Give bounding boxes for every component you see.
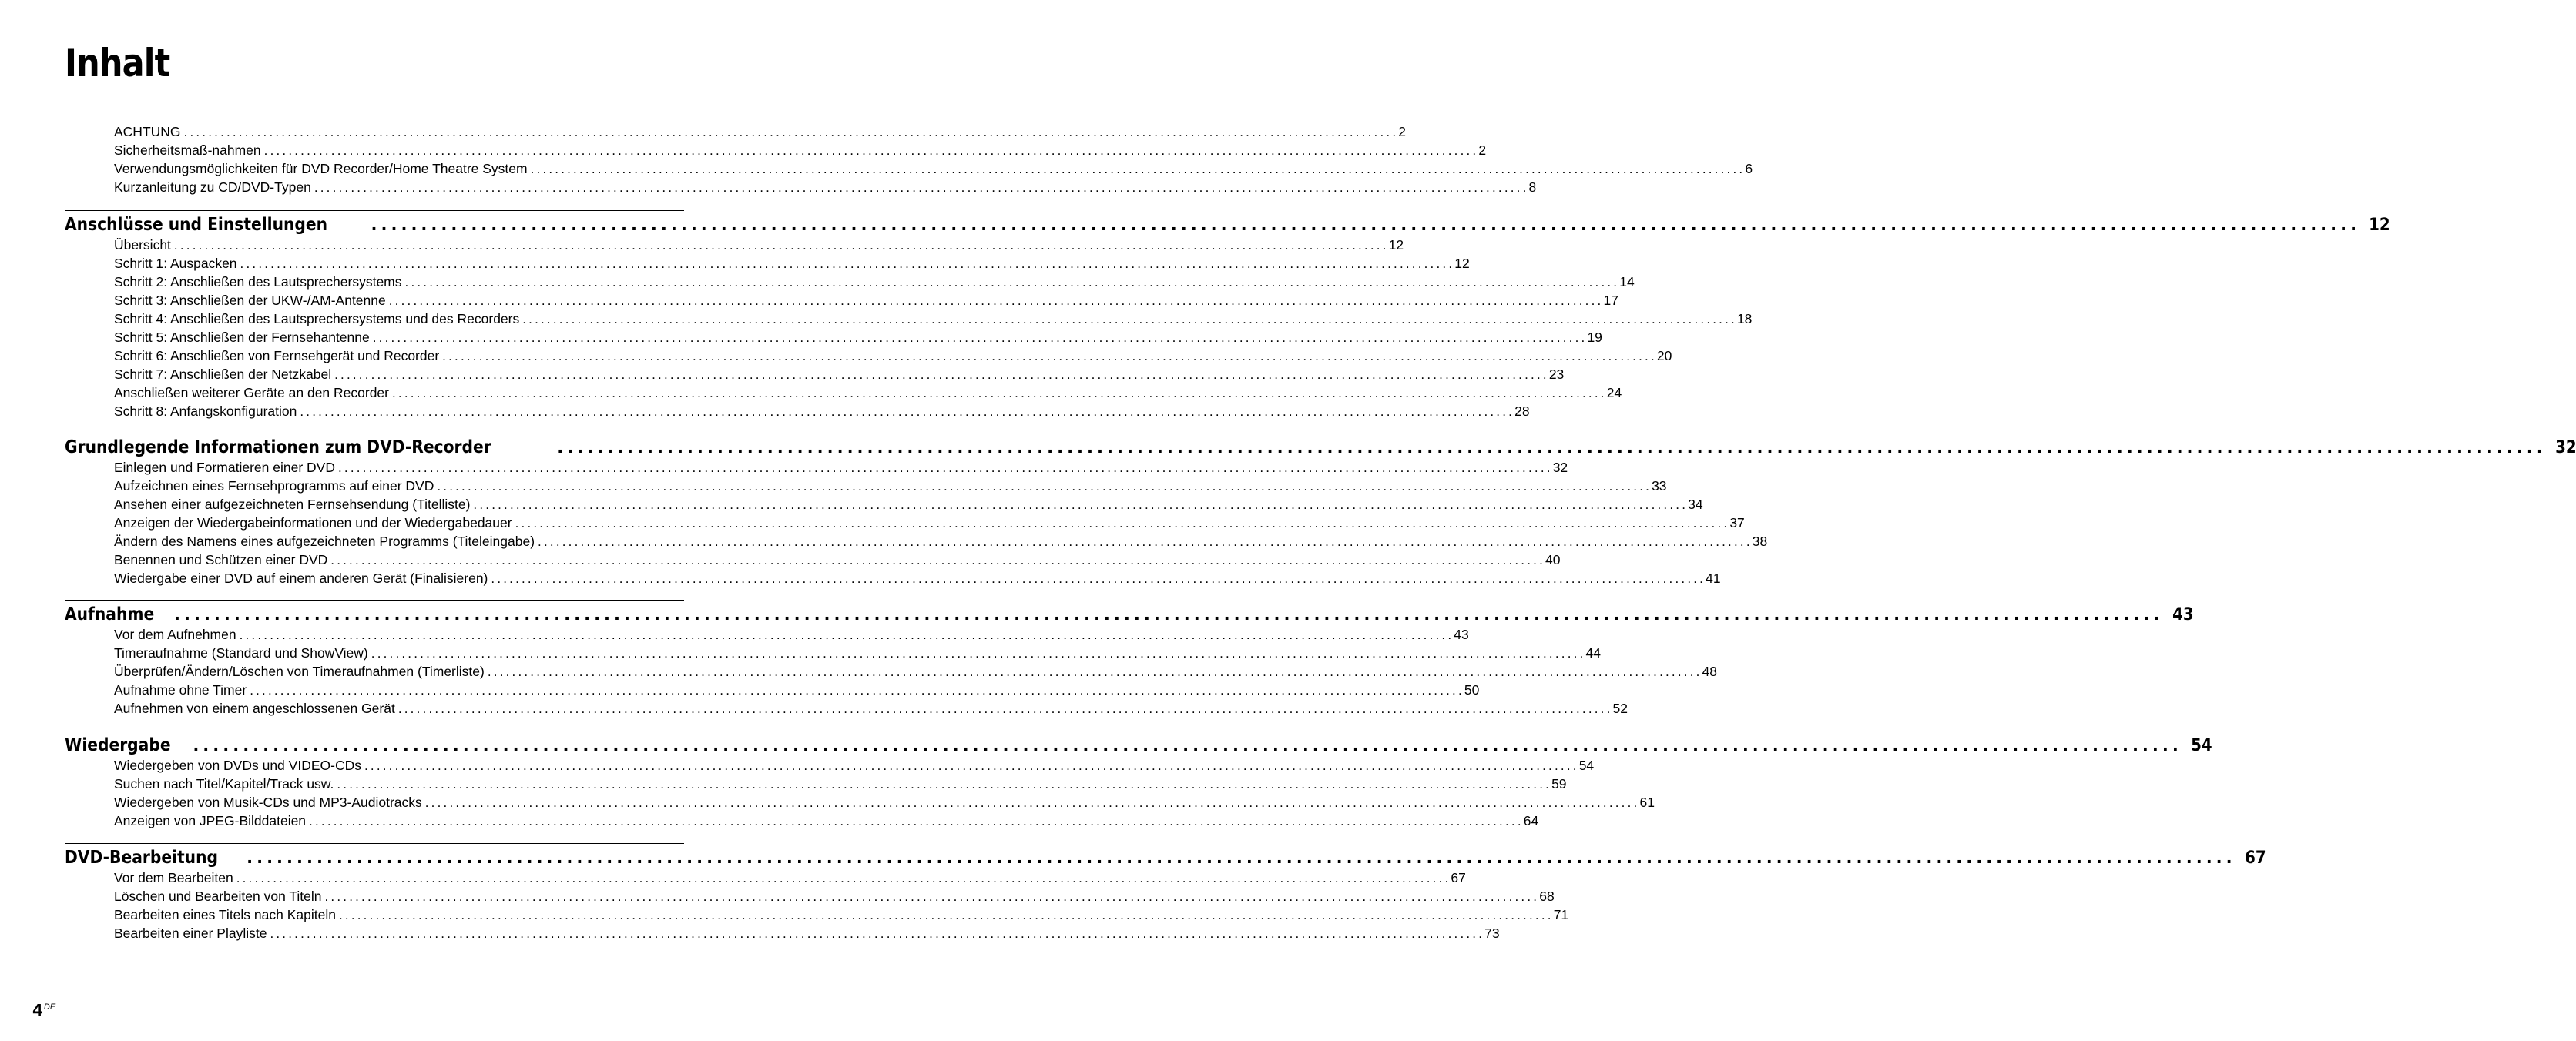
toc-entry[interactable]: [114, 495, 1703, 514]
dot-leader: .......................................................................................................................................................................................................: [270, 926, 1485, 941]
toc-entry-page: 19: [1587, 330, 1602, 345]
section-heading[interactable]: [65, 214, 2390, 236]
section-heading[interactable]: [65, 847, 2266, 869]
dot-leader: .......................................................................................................................................................................................................: [337, 777, 1552, 792]
toc-entry-label: Schritt 6: Anschließen von Fernsehgerät und Recorder: [114, 348, 440, 363]
toc-entry[interactable]: [114, 178, 1537, 196]
toc-entry-label: Benennen und Schützen einer DVD: [114, 552, 328, 567]
dot-leader: .......................................................................................................................................................................................................: [388, 293, 1604, 308]
dot-leader: .......................................................................................................................................................................................................: [309, 814, 1524, 828]
dot-leader: .......................................................................................................................................................................................................: [263, 143, 1479, 158]
toc-entry-label: Einlegen und Formatieren einer DVD: [114, 460, 335, 475]
toc-entry-label: Übersicht: [114, 237, 171, 253]
toc-entry-label: ACHTUNG: [114, 124, 181, 139]
toc-entry[interactable]: [114, 532, 1768, 551]
toc-entry-label: Anzeigen von JPEG-Bilddateien: [114, 813, 307, 828]
toc-entry[interactable]: [114, 869, 1466, 887]
section-page: 54: [2190, 735, 2212, 755]
toc-entry-label: Wiedergabe einer DVD auf einem anderen Gerät (Finalisieren): [114, 571, 488, 586]
dot-leader: .......................................................................................................................................................................................................: [424, 795, 1640, 810]
dot-leader: .......................................................................................................................................................................................................: [487, 664, 1702, 679]
toc-entry[interactable]: [114, 662, 1718, 681]
toc-section: [65, 843, 2266, 941]
toc-entry[interactable]: [114, 254, 1470, 273]
toc-entry-label: Suchen nach Titel/Kapitel/Track usw.: [114, 776, 334, 792]
toc-entry-label: Schritt 3: Anschließen der UKW-/AM-Antenne: [114, 293, 386, 308]
toc-entry-page: 64: [1523, 813, 1539, 828]
dot-leader: .......................................................................................................................................................................................................: [404, 275, 1620, 290]
dot-leader: .......................................................................................................................................................................................................: [183, 125, 1399, 139]
section-page: 67: [2244, 848, 2266, 868]
toc-entry-page: 8: [1528, 179, 1537, 195]
toc-entry-page: 50: [1464, 682, 1480, 698]
toc-entry[interactable]: [114, 236, 1404, 254]
section-heading[interactable]: [65, 604, 2194, 625]
dot-leader: .......................................................................................................................................................................................................: [392, 386, 1607, 400]
toc-entry-page: 73: [1484, 926, 1500, 941]
toc-entry-label: Schritt 1: Auspacken: [114, 256, 237, 271]
toc-entry-label: Wiedergeben von DVDs und VIDEO-CDs: [114, 758, 361, 773]
toc-entry-page: 54: [1578, 758, 1595, 773]
toc-entry-label: Aufnehmen von einem angeschlossenen Gerät: [114, 701, 395, 716]
section-title: DVD-Bearbeitung: [65, 848, 218, 868]
dot-leader: .......................................................................................................................................................................................................: [530, 162, 1746, 176]
toc-entry-label: Schritt 4: Anschließen des Lautsprechersystems und des Recorders: [114, 311, 520, 326]
toc-entry-page: 61: [1639, 795, 1655, 810]
toc-entries: [114, 122, 1753, 196]
toc-entry-page: 67: [1451, 870, 1466, 885]
toc-entry[interactable]: [114, 775, 1567, 793]
toc-entry-page: 2: [1398, 124, 1406, 139]
toc-section: [65, 600, 2194, 716]
dot-leader: .......................................................................................................................................................................................................: [372, 330, 1588, 345]
toc-entry[interactable]: [114, 625, 1469, 644]
toc-entries: [114, 869, 1569, 942]
dot-leader: .......................................................................................................................................................................................................: [173, 238, 1389, 253]
toc-entry-page: 44: [1585, 645, 1601, 661]
toc-entry-page: 32: [1552, 460, 1568, 475]
section-page: 12: [2369, 215, 2390, 235]
toc-entry[interactable]: [114, 551, 1561, 569]
dot-leader: .......................................................................................................................................................................................................: [236, 871, 1451, 885]
toc-entry-label: Schritt 7: Anschließen der Netzkabel: [114, 367, 332, 382]
page-title: Inhalt: [65, 41, 170, 85]
toc-entry-label: Anschließen weiterer Geräte an den Recorder: [114, 385, 389, 400]
toc-entry-label: Aufnahme ohne Timer: [114, 682, 247, 698]
dot-leader: .......................................................................................................................................................................................................: [371, 646, 1586, 661]
dot-leader: .......................................................................................................................................................................................................: [491, 571, 1706, 586]
section-page: 43: [2172, 604, 2194, 624]
toc-entry[interactable]: [114, 328, 1602, 346]
toc-entry[interactable]: [114, 346, 1672, 365]
dot-leader: .......................................................................................................................................................................................................: [300, 404, 1515, 419]
dot-leader: .......................................................................................................................................................................................................: [193, 736, 2182, 755]
dot-leader: .......................................................................................................................................................................................................: [330, 553, 1545, 567]
toc-entry[interactable]: [114, 887, 1555, 905]
dot-leader: .......................................................................................................................................................................................................: [250, 683, 1464, 698]
toc-entry-label: Ändern des Namens eines aufgezeichneten Programms (Titeleingabe): [114, 534, 535, 549]
toc-entry-label: Verwendungsmöglichkeiten für DVD Recorder/Home Theatre System: [114, 161, 528, 176]
dot-leader: .......................................................................................................................................................................................................: [324, 889, 1540, 904]
toc-entry-page: 52: [1612, 701, 1628, 716]
toc-entries: [114, 236, 1753, 420]
toc-entry[interactable]: [114, 122, 1406, 141]
toc-entry-page: 34: [1688, 497, 1703, 512]
toc-entry-label: Schritt 8: Anfangskonfiguration: [114, 403, 297, 419]
toc-entry-label: Überprüfen/Ändern/Löschen von Timeraufnahmen (Timerliste): [114, 664, 485, 679]
toc-entry[interactable]: [114, 924, 1500, 942]
toc-entry-page: 43: [1454, 627, 1469, 642]
toc-entry[interactable]: [114, 905, 1569, 924]
toc-entry-page: 17: [1603, 293, 1618, 308]
toc-entry-label: Bearbeiten eines Titels nach Kapiteln: [114, 907, 336, 922]
toc-section: [65, 210, 2390, 419]
section-title: Grundlegende Informationen zum DVD-Recorder: [65, 437, 491, 457]
toc-entry-page: 12: [1454, 256, 1470, 271]
toc-entry-page: 2: [1478, 142, 1487, 158]
toc-entry[interactable]: [114, 514, 1745, 532]
dot-leader: .......................................................................................................................................................................................................: [557, 438, 2547, 457]
toc-entry-label: Schritt 5: Anschließen der Fernsehantenne: [114, 330, 370, 345]
toc-entry-page: 6: [1745, 161, 1753, 176]
toc-entry-label: Aufzeichnen eines Fernsehprogramms auf einer DVD: [114, 478, 434, 494]
toc-entry-page: 28: [1514, 403, 1530, 419]
dot-leader: .......................................................................................................................................................................................................: [371, 216, 2361, 234]
toc-entry[interactable]: [114, 644, 1601, 662]
toc-entry[interactable]: [114, 273, 1635, 291]
toc-entry-page: 37: [1729, 515, 1745, 531]
toc-entry-label: Timeraufnahme (Standard und ShowView): [114, 645, 368, 661]
toc-entry[interactable]: [114, 812, 1539, 830]
dot-leader: .......................................................................................................................................................................................................: [240, 256, 1455, 271]
toc-entry-label: Anzeigen der Wiedergabeinformationen und der Wiedergabedauer: [114, 515, 512, 531]
toc-entry-page: 18: [1736, 311, 1753, 326]
toc-entry[interactable]: [114, 477, 1667, 495]
section-title: Anschlüsse und Einstellungen: [65, 215, 328, 235]
toc-entry-page: 20: [1656, 348, 1672, 363]
dot-leader: .......................................................................................................................................................................................................: [314, 180, 1529, 195]
section-page: 32: [2554, 437, 2576, 457]
toc-entry-page: 48: [1702, 664, 1718, 679]
toc-entry[interactable]: [114, 699, 1628, 718]
dot-leader: .......................................................................................................................................................................................................: [174, 605, 2164, 624]
toc-entry-page: 23: [1548, 367, 1565, 382]
toc-entry-page: 59: [1551, 776, 1567, 792]
language-code: DE: [43, 1003, 56, 1012]
footer-page-number: [32, 1001, 55, 1019]
toc-entry-page: 14: [1619, 274, 1635, 290]
section-heading[interactable]: [65, 735, 2212, 756]
toc-entry[interactable]: [114, 383, 1622, 402]
toc-entry-label: Wiedergeben von Musik-CDs und MP3-Audiotracks: [114, 795, 422, 810]
dot-leader: .......................................................................................................................................................................................................: [442, 349, 1657, 363]
toc-entry-label: Sicherheitsmaß-nahmen: [114, 142, 261, 158]
toc-entry-label: Schritt 2: Anschließen des Lautsprechersystems: [114, 274, 402, 290]
dot-leader: .......................................................................................................................................................................................................: [239, 628, 1454, 642]
dot-leader: .......................................................................................................................................................................................................: [437, 479, 1652, 494]
toc-entry-page: 24: [1606, 385, 1622, 400]
dot-leader: .......................................................................................................................................................................................................: [338, 908, 1554, 922]
toc-entry[interactable]: [114, 402, 1530, 420]
section-heading[interactable]: [65, 437, 2576, 458]
dot-leader: .......................................................................................................................................................................................................: [337, 460, 1553, 475]
dot-leader: .......................................................................................................................................................................................................: [334, 367, 1549, 382]
toc-entry-label: Bearbeiten einer Playliste: [114, 926, 267, 941]
toc-entry-page: 38: [1752, 534, 1768, 549]
dot-leader: .......................................................................................................................................................................................................: [397, 701, 1613, 716]
toc-entry-page: 12: [1388, 237, 1404, 253]
toc-entry-page: 41: [1706, 571, 1721, 586]
toc-entry[interactable]: [114, 458, 1568, 477]
toc-entry[interactable]: [114, 159, 1753, 178]
dot-leader: .......................................................................................................................................................................................................: [522, 312, 1737, 326]
toc-entry-page: 33: [1652, 478, 1667, 494]
dot-leader: .......................................................................................................................................................................................................: [473, 497, 1689, 512]
toc-entry[interactable]: [114, 569, 1721, 587]
dot-leader: .......................................................................................................................................................................................................: [247, 849, 2236, 867]
toc-entry-label: Kurzanleitung zu CD/DVD-Typen: [114, 179, 311, 195]
toc-entry[interactable]: [114, 291, 1618, 310]
toc-entry-label: Löschen und Bearbeiten von Titeln: [114, 889, 322, 904]
dot-leader: .......................................................................................................................................................................................................: [364, 758, 1579, 773]
toc-entry[interactable]: [114, 681, 1480, 699]
toc-entry-label: Vor dem Bearbeiten: [114, 870, 233, 885]
toc-entry-page: 71: [1553, 907, 1569, 922]
toc-entry[interactable]: [114, 793, 1655, 812]
toc-entry[interactable]: [114, 756, 1595, 775]
toc-entry[interactable]: [114, 310, 1753, 328]
dot-leader: .......................................................................................................................................................................................................: [515, 516, 1730, 531]
toc-entry-page: 68: [1539, 889, 1555, 904]
page-number: 4: [32, 1001, 43, 1019]
toc-entries: [114, 756, 1655, 830]
toc-entries: [114, 458, 1768, 587]
toc-entries: [114, 625, 1718, 718]
section-title: Aufnahme: [65, 604, 155, 624]
toc-entry-label: Vor dem Aufnehmen: [114, 627, 236, 642]
section-title: Wiedergabe: [65, 735, 171, 755]
toc-entry[interactable]: [114, 365, 1565, 383]
dot-leader: .......................................................................................................................................................................................................: [538, 534, 1753, 549]
toc-entry-label: Ansehen einer aufgezeichneten Fernsehsendung (Titelliste): [114, 497, 471, 512]
toc-entry[interactable]: [114, 141, 1487, 159]
toc-entry-page: 40: [1545, 552, 1561, 567]
